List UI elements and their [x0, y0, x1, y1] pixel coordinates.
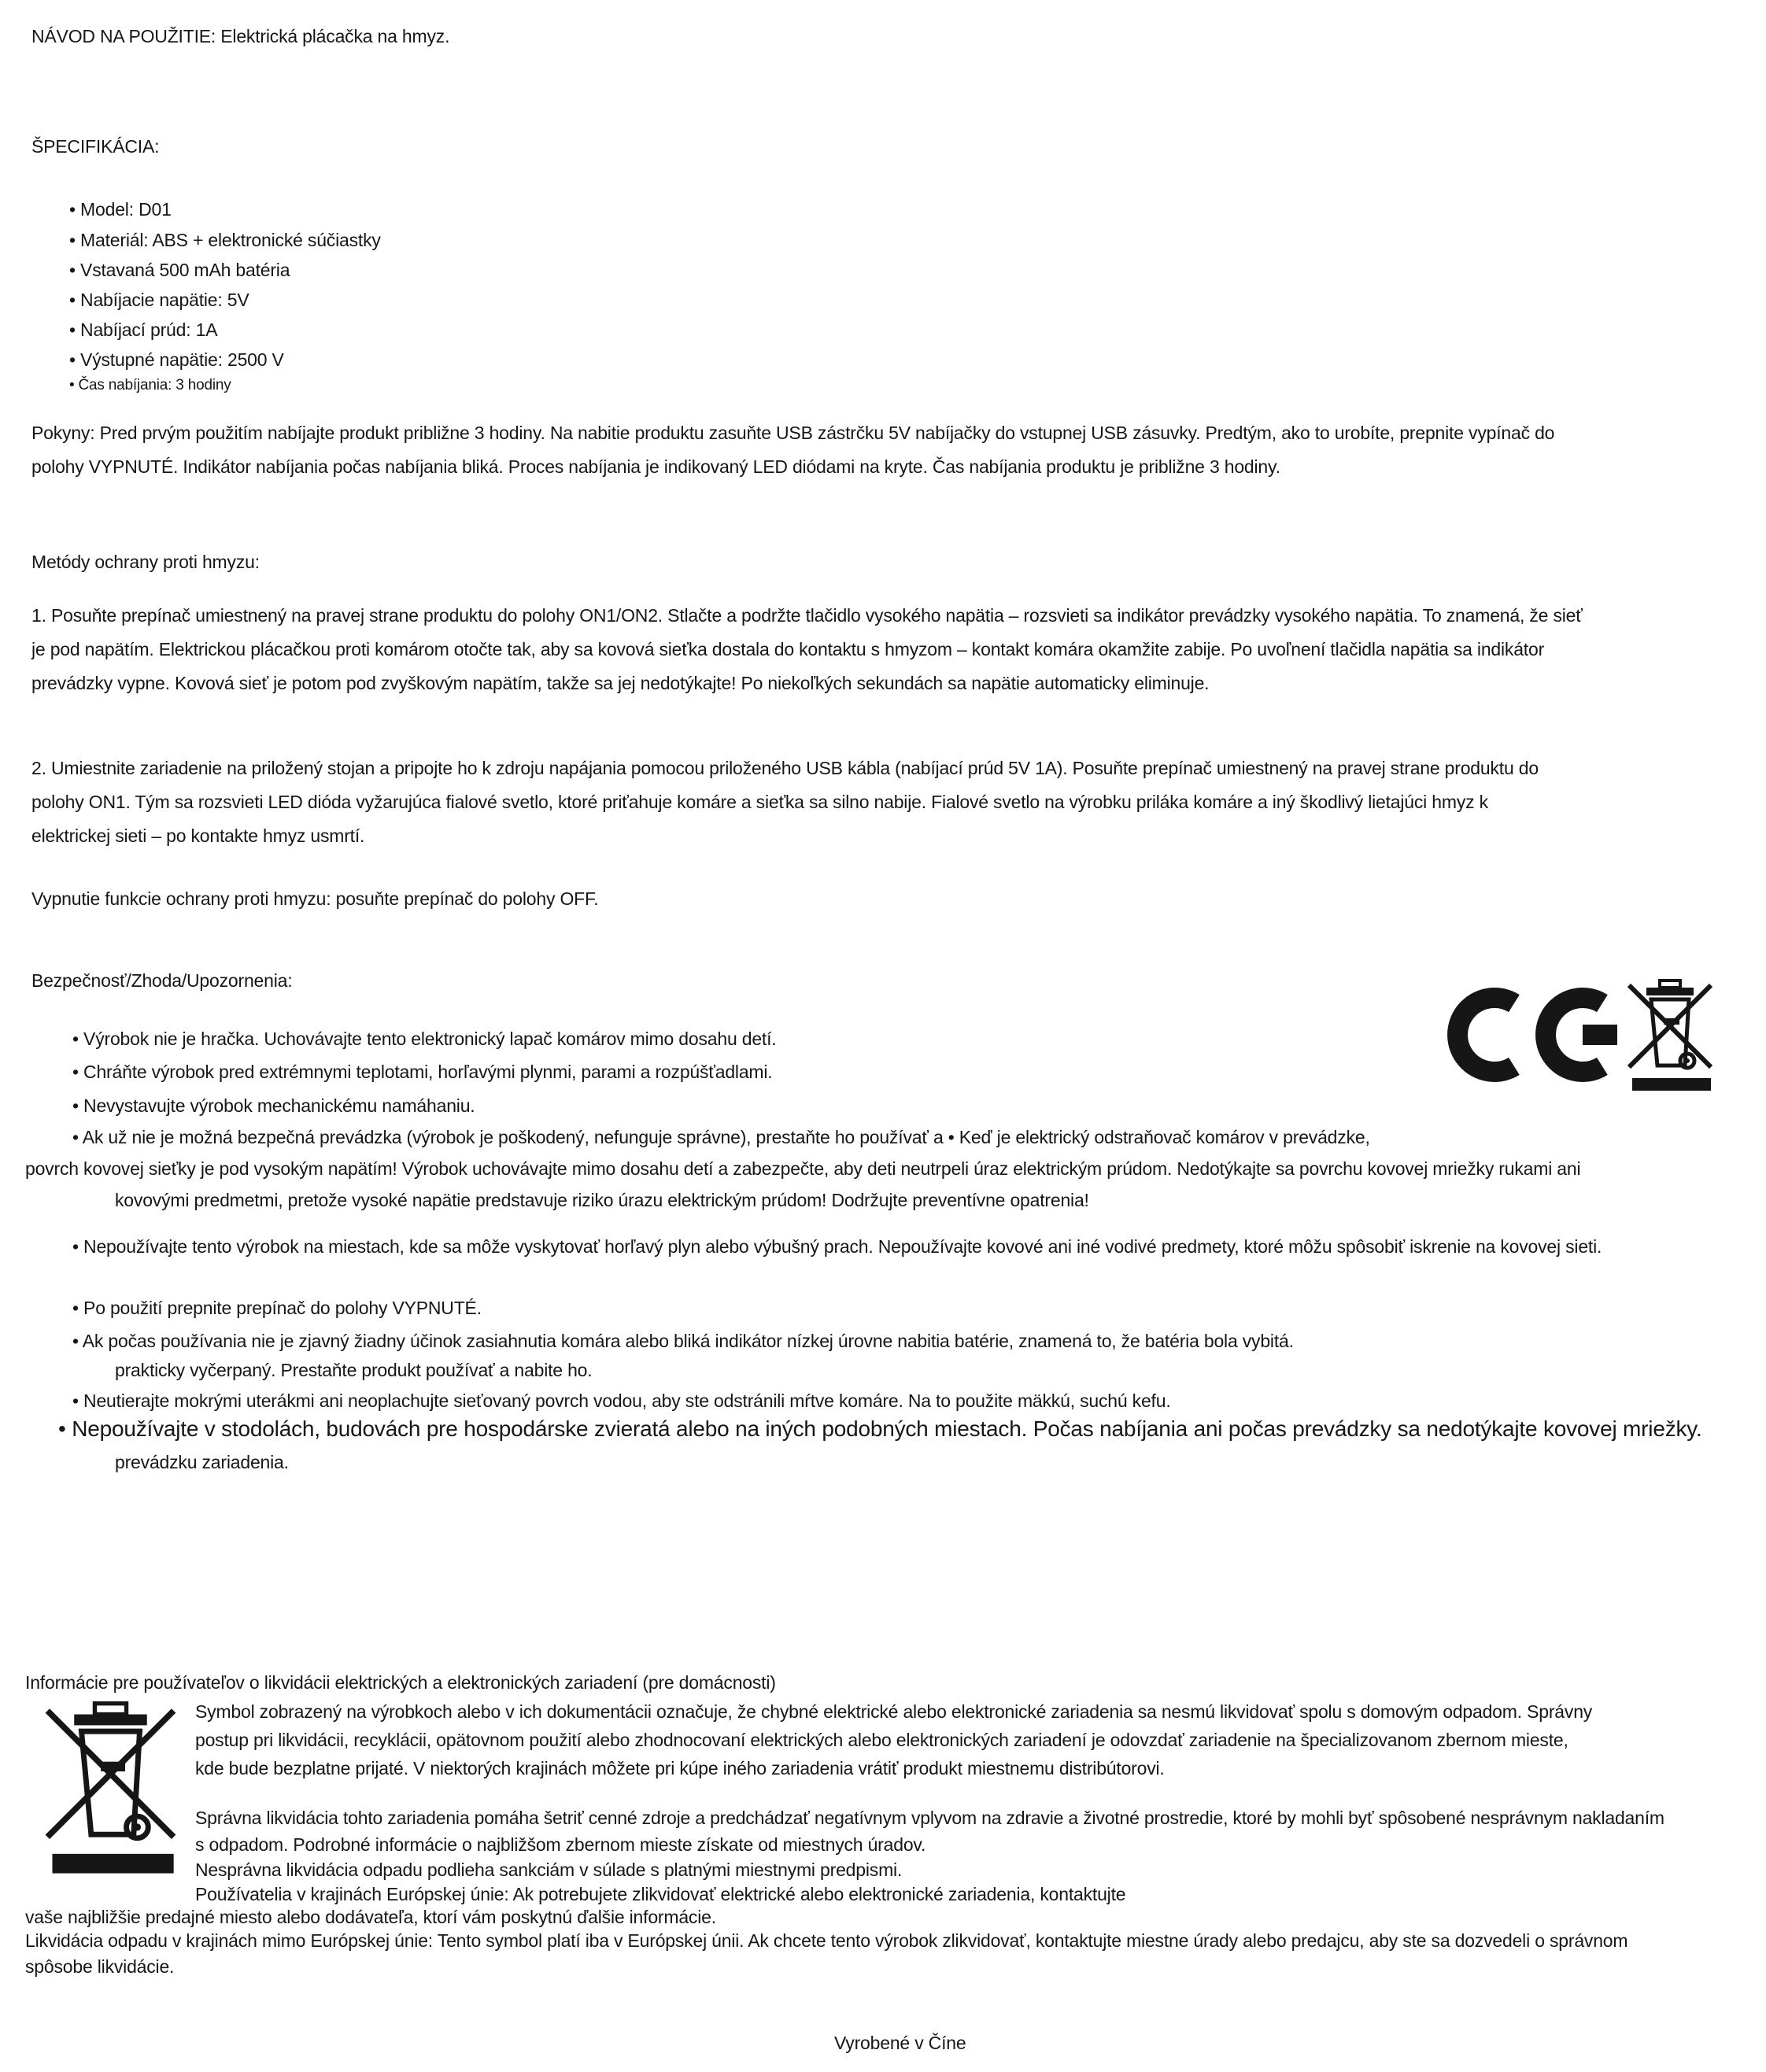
ce-mark-icon — [1444, 976, 1633, 1094]
safety-bullet-continuation: prevádzku zariadenia. — [115, 1452, 289, 1472]
disposal-line: Používatelia v krajinách Európskej únie: Ak potrebujete zlikvidovať elektrické alebo elektronické zariadenia, kontaktujte — [195, 1884, 1126, 1904]
spec-item: • Model: D01 — [69, 198, 172, 221]
instructions-line: polohy VYPNUTÉ. Indikátor nabíjania počas nabíjania bliká. Proces nabíjania je indikovaný LED diódami na kryte. Čas nabíjania produktu je približne 3 hodiny. — [31, 456, 1280, 477]
safety-bullet-continuation: povrch kovovej sieťky je pod vysokým napätím! Výrobok uchovávajte mimo dosahu detí a zabezpečte, aby deti neutrpeli úraz elektrickým prúdom. Nedotýkajte sa povrchu kovovej mriežky rukami ani — [25, 1158, 1581, 1179]
safety-bullet-continuation: prakticky vyčerpaný. Prestaňte produkt používať a nabite ho. — [115, 1360, 593, 1380]
spec-item: • Nabíjacie napätie: 5V — [69, 289, 249, 312]
safety-bullet: • Ak už nie je možná bezpečná prevádzka (výrobok je poškodený, nefunguje správne), prestaňte ho používať a • Keď je elektrický odstraňovač komárov v prevádzke, — [72, 1126, 1370, 1149]
off-note: Vypnutie funkcie ochrany proti hmyzu: posuňte prepínač do polohy OFF. — [31, 888, 599, 909]
safety-heading: Bezpečnosť/Zhoda/Upozornenia: — [31, 970, 293, 991]
safety-bullet: • Nepoužívajte tento výrobok na miestach, kde sa môže vyskytovať horľavý plyn alebo výbušný prach. Nepoužívajte kovové ani iné vodivé predmety, ktoré môžu spôsobiť iskrenie na kovovej sieti. — [72, 1235, 1602, 1258]
method2-line: elektrickej sieti – po kontakte hmyz usmrtí. — [31, 825, 365, 846]
instructions-line: Pokyny: Pred prvým použitím nabíjajte produkt približne 3 hodiny. Na nabitie produktu zasuňte USB zástrčku 5V nabíjačky do vstupnej USB zásuvky. Predtým, ako to urobíte, prepnite vypínač do — [31, 423, 1555, 443]
safety-bullet-continuation: kovovými predmetmi, pretože vysoké napätie predstavuje riziko úrazu elektrickým prúdom! Dodržujte preventívne opatrenia! — [115, 1190, 1089, 1210]
spec-item: • Nabíjací prúd: 1A — [69, 319, 217, 342]
method2-line: 2. Umiestnite zariadenie na priložený stojan a pripojte ho k zdroju napájania pomocou priloženého USB kábla (nabíjací prúd 5V 1A). Posuňte prepínač umiestnený na pravej strane produktu do — [31, 758, 1539, 778]
spec-heading: ŠPECIFIKÁCIA: — [31, 136, 160, 157]
safety-bullet-large: • Nepoužívajte v stodolách, budovách pre hospodárske zvieratá alebo na iných podobných miestach. Počas nabíjania ani počas prevádzky sa nedotýkajte kovovej mriežky. — [58, 1415, 1702, 1442]
safety-bullet: • Ak počas používania nie je zjavný žiadny účinok zasiahnutia komára alebo bliká indikátor nízkej úrovne nabitia batérie, znamená to, že batéria bola vybitá. — [72, 1330, 1294, 1353]
method1-line: je pod napätím. Elektrickou plácačkou proti komárom otočte tak, aby sa kovová sieťka dostala do kontaktu s hmyzom – kontakt komára okamžite zabije. Po uvoľnení tlačidla napätia sa indikátor — [31, 639, 1545, 659]
spec-item: • Vstavaná 500 mAh batéria — [69, 259, 290, 282]
method1-line: 1. Posuňte prepínač umiestnený na pravej strane produktu do polohy ON1/ON2. Stlačte a podržte tlačidlo vysokého napätia – rozsvieti sa indikátor prevádzky vysokého napätia. To znamená, že sieť — [31, 605, 1583, 626]
disposal-line: postup pri likvidácii, recyklácii, opätovnom použití alebo zhodnocovaní elektrických alebo elektronických zariadení je odovzdať zariadenie na špecializovanom zbernom mieste, — [195, 1730, 1568, 1750]
disposal-line: spôsobe likvidácie. — [25, 1956, 175, 1977]
page-title: NÁVOD NA POUŽITIE: Elektrická plácačka na hmyz. — [31, 26, 450, 46]
disposal-line: s odpadom. Podrobné informácie o najbližšom zbernom mieste získate od miestnych úradov. — [195, 1834, 926, 1855]
disposal-line: Likvidácia odpadu v krajinách mimo Európskej únie: Tento symbol platí iba v Európskej únii. Ak chcete tento výrobok zlikvidovať, kontaktujte miestne úrady alebo predajcu, aby ste sa dozvedeli o správnom — [25, 1930, 1628, 1951]
disposal-line: Nesprávna likvidácia odpadu podlieha sankciám v súlade s platnými miestnymi predpismi. — [195, 1860, 903, 1880]
spec-item: • Materiál: ABS + elektronické súčiastky — [69, 229, 381, 252]
safety-bullet: • Neutierajte mokrými uterákmi ani neoplachujte sieťovaný povrch vodou, aby ste odstránili mŕtve komáre. Na to použite mäkkú, suchú kefu. — [72, 1390, 1171, 1413]
made-in-note: Vyrobené v Číne — [834, 2033, 966, 2053]
disposal-heading: Informácie pre používateľov o likvidácii elektrických a elektronických zariadení (pre domácnosti) — [25, 1672, 776, 1693]
spec-item: • Výstupné napätie: 2500 V — [69, 349, 284, 371]
safety-bullet: • Nevystavujte výrobok mechanickému namáhaniu. — [72, 1095, 475, 1117]
safety-bullet: • Výrobok nie je hračka. Uchovávajte tento elektronický lapač komárov mimo dosahu detí. — [72, 1028, 777, 1051]
spec-item-small: • Čas nabíjania: 3 hodiny — [69, 376, 231, 395]
methods-heading: Metódy ochrany proti hmyzu: — [31, 552, 260, 572]
disposal-line: vaše najbližšie predajné miesto alebo dodávateľa, ktorí vám poskytnú ďalšie informácie. — [25, 1907, 716, 1927]
method1-line: prevádzky vypne. Kovová sieť je potom pod zvyškovým napätím, takže sa jej nedotýkajte! Po niekoľkých sekundách sa napätie automaticky eliminuje. — [31, 673, 1210, 693]
disposal-line: Symbol zobrazený na výrobkoch alebo v ich dokumentácii označuje, že chybné elektrické alebo elektronické zariadenia sa nesmú likvidovať spolu s domovým odpadom. Správny — [195, 1701, 1593, 1722]
disposal-line: kde bude bezplatne prijaté. V niektorých krajinách môžete pri kúpe iného zariadenia vrátiť produkt miestnemu distribútorovi. — [195, 1758, 1165, 1778]
disposal-line: Správna likvidácia tohto zariadenia pomáha šetriť cenné zdroje a predchádzať negatívnym vplyvom na zdravie a životné prostredie, ktoré by mohli byť spôsobené nesprávnym nakladaním — [195, 1808, 1664, 1828]
safety-bullet: • Chráňte výrobok pred extrémnymi teplotami, horľavými plynmi, parami a rozpúšťadlami. — [72, 1061, 772, 1084]
weee-bin-icon — [38, 1693, 183, 1878]
method2-line: polohy ON1. Tým sa rozsvieti LED dióda vyžarujúca fialové svetlo, ktoré priťahuje komáre a sieťka sa silno nabije. Fialové svetlo na výrobku priláka komáre a iný škodlivý lietajúci hmyz k — [31, 792, 1488, 812]
weee-bin-icon — [1623, 974, 1717, 1094]
safety-bullet: • Po použití prepnite prepínač do polohy VYPNUTÉ. — [72, 1297, 482, 1320]
